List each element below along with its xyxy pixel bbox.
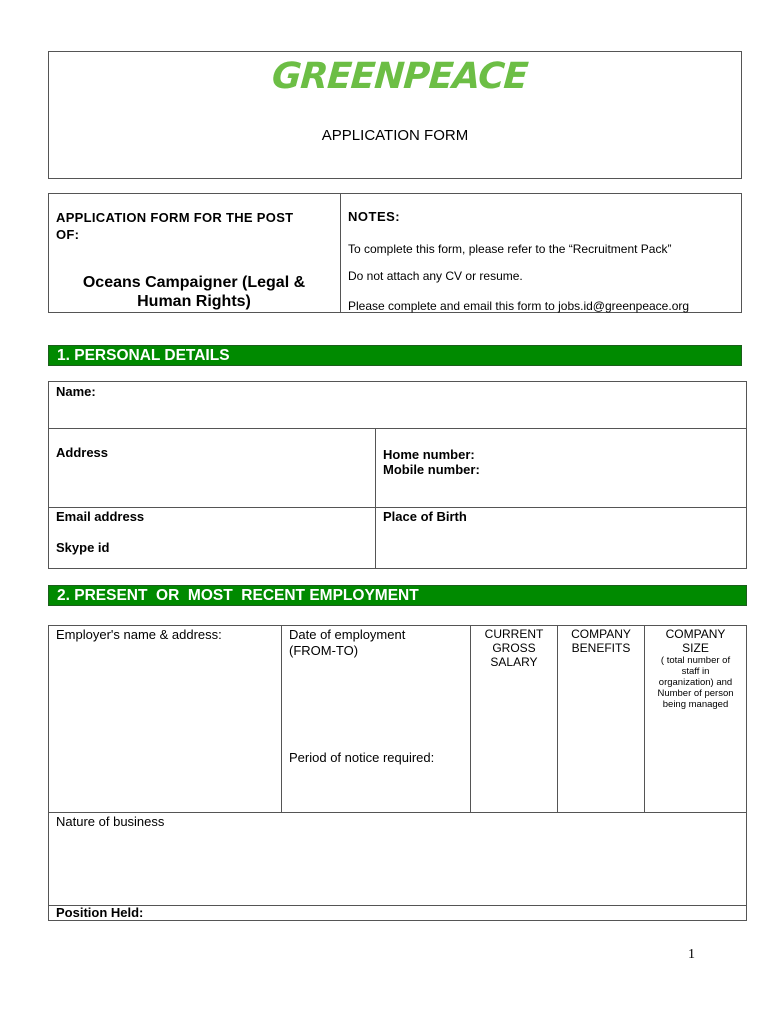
section-1-header (48, 345, 742, 366)
place-of-birth-label: Place of Birth (383, 509, 467, 524)
notice-period-label: Period of notice required: (289, 750, 435, 765)
notes-line-3: Please complete and email this form to jobs.id@greenpeace.org (348, 299, 690, 313)
size-note-5: being managed (662, 699, 729, 710)
greenpeace-logo: GREENPEACE (270, 56, 529, 97)
salary-label-1: CURRENT (484, 627, 544, 641)
home-number-label: Home number: (383, 447, 475, 462)
position-held-label: Position Held: (56, 905, 144, 920)
benefits-label-1: COMPANY (571, 627, 631, 641)
size-label-1: COMPANY (665, 627, 726, 641)
address-field[interactable] (48, 428, 376, 508)
size-note-3: organization) and (658, 677, 733, 688)
size-label-2: SIZE (682, 641, 709, 655)
size-note-1: ( total number of (660, 655, 731, 666)
salary-label-2: GROSS (492, 641, 536, 655)
section-2-header (48, 585, 747, 606)
position-held-field[interactable] (48, 905, 747, 921)
mobile-number-label: Mobile number: (383, 462, 480, 477)
size-note-4: Number of person (657, 688, 734, 699)
section-2-title: 2. PRESENT OR MOST RECENT EMPLOYMENT (57, 587, 419, 604)
employer-label: Employer's name & address: (56, 627, 222, 642)
nature-of-business-label: Nature of business (56, 814, 165, 829)
date-employment-range-label: (FROM-TO) (289, 643, 359, 658)
notes-line-1: To complete this form, please refer to the “Recruitment Pack” (348, 242, 672, 256)
date-employment-label: Date of employment (289, 627, 406, 642)
employer-field[interactable] (48, 625, 282, 813)
notes-title: NOTES: (348, 209, 401, 224)
salary-label-3: SALARY (490, 655, 538, 669)
skype-label: Skype id (56, 540, 110, 555)
page-number: 1 (688, 947, 695, 962)
post-position: Oceans Campaigner (Legal & Human Rights) (82, 274, 306, 310)
address-label: Address (56, 445, 109, 460)
benefits-label-2: BENEFITS (571, 641, 631, 655)
notes-line-2: Do not attach any CV or resume. (348, 269, 523, 283)
section-1-title: 1. PERSONAL DETAILS (57, 347, 230, 364)
post-notes-divider (340, 193, 341, 313)
name-field[interactable] (48, 381, 747, 429)
post-label: APPLICATION FORM FOR THE POST OF: (56, 210, 294, 242)
name-label: Name: (56, 384, 96, 399)
email-label: Email address (56, 509, 145, 524)
size-note-2: staff in (681, 666, 710, 677)
form-title: APPLICATION FORM (321, 127, 469, 144)
